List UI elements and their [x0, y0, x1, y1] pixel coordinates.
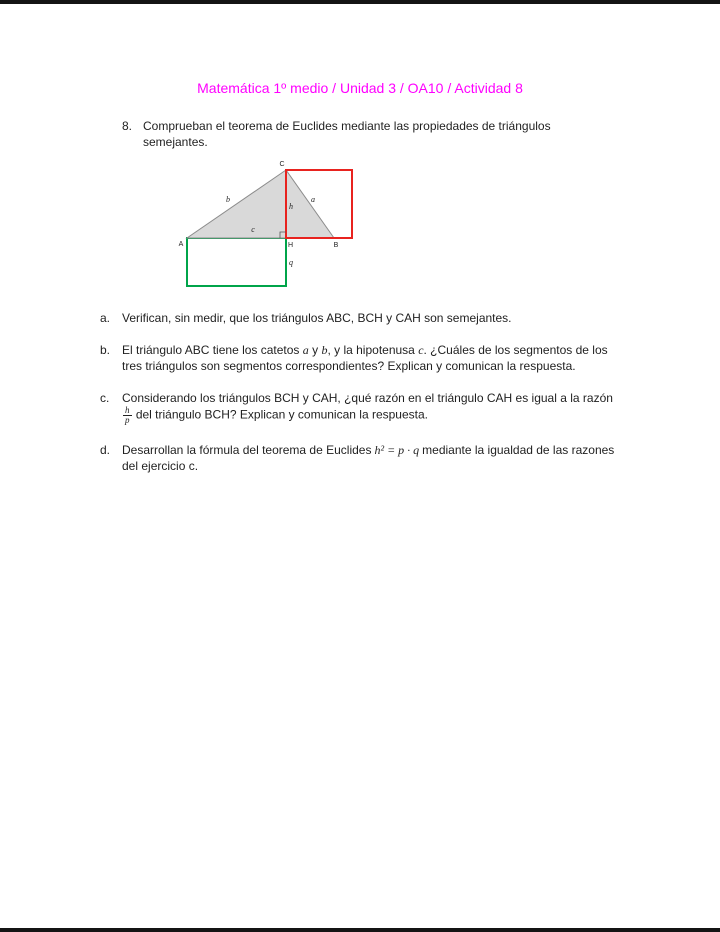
item-text-segment: b	[321, 343, 328, 357]
exercise-item-a	[100, 310, 720, 326]
item-text-segment: . ¿Cuáles de los segmentos de los tres triángulos son segmentos correspondientes? Explican y comunican la respuesta.	[122, 343, 608, 373]
exercise-item-c	[100, 390, 720, 426]
item-text-segment: Verifican, sin medir, que los triángulos ABC, BCH y CAH son semejantes.	[122, 311, 512, 325]
item-marker: d.	[100, 442, 111, 457]
figure	[130, 158, 720, 298]
item-text-segment: Desarrollan la fórmula del teorema de Euclides	[122, 442, 372, 457]
label-side-a: a	[311, 195, 315, 204]
exercise-number: 8.	[122, 119, 133, 133]
item-text	[122, 442, 622, 474]
page-title: Matemática 1º medio / Unidad 3 / OA10 / Actividad 8	[197, 80, 523, 96]
label-vertex-a: A	[178, 241, 184, 248]
exercise-item-b	[100, 342, 720, 374]
label-side-b: b	[226, 195, 230, 204]
item-text	[122, 342, 622, 374]
items-list	[0, 310, 720, 474]
item-marker: c.	[100, 391, 110, 405]
item-text-segment: del triángulo BCH? Explican y comunican la respuesta.	[132, 407, 428, 422]
item-text	[122, 310, 622, 326]
exercise-statement-row	[122, 118, 720, 150]
exercise-item-d	[100, 442, 720, 474]
item-text-segment: El triángulo ABC tiene los catetos	[122, 343, 303, 357]
item-text-segment: y	[308, 343, 322, 357]
ratio-fraction: $\frac{h}{p}$	[125, 405, 130, 426]
item-marker: a.	[100, 311, 111, 325]
item-text-segment: a	[302, 343, 309, 357]
item-text-segment: mediante la igualdad de las razones del ejercicio c.	[122, 442, 615, 473]
window-top-edge	[0, 0, 720, 4]
euclid-theorem-figure	[130, 158, 370, 298]
exercise-statement: Comprueban el teorema de Euclides mediante las propiedades de triángulos semejantes.	[143, 119, 551, 149]
label-vertex-c: C	[279, 161, 285, 168]
label-base-c: c	[251, 225, 255, 234]
item-text	[122, 390, 622, 426]
window-bottom-edge	[0, 928, 720, 932]
green-rectangle-pq	[187, 238, 286, 286]
label-vertex-b: B	[333, 242, 339, 249]
triangle-abc	[187, 170, 334, 238]
item-text-segment: , y la hipotenusa	[327, 343, 419, 357]
item-marker: b.	[100, 343, 111, 357]
euclid-formula: h² = p · q	[374, 442, 420, 457]
label-foot-h: H	[288, 242, 294, 249]
item-text-segment: Considerando los triángulos BCH y CAH, ¿qué razón en el triángulo CAH es igual a la razón	[122, 391, 613, 405]
label-altitude-h: h	[289, 202, 293, 211]
label-segment-q: q	[289, 258, 293, 267]
item-text-segment: c	[418, 343, 424, 357]
